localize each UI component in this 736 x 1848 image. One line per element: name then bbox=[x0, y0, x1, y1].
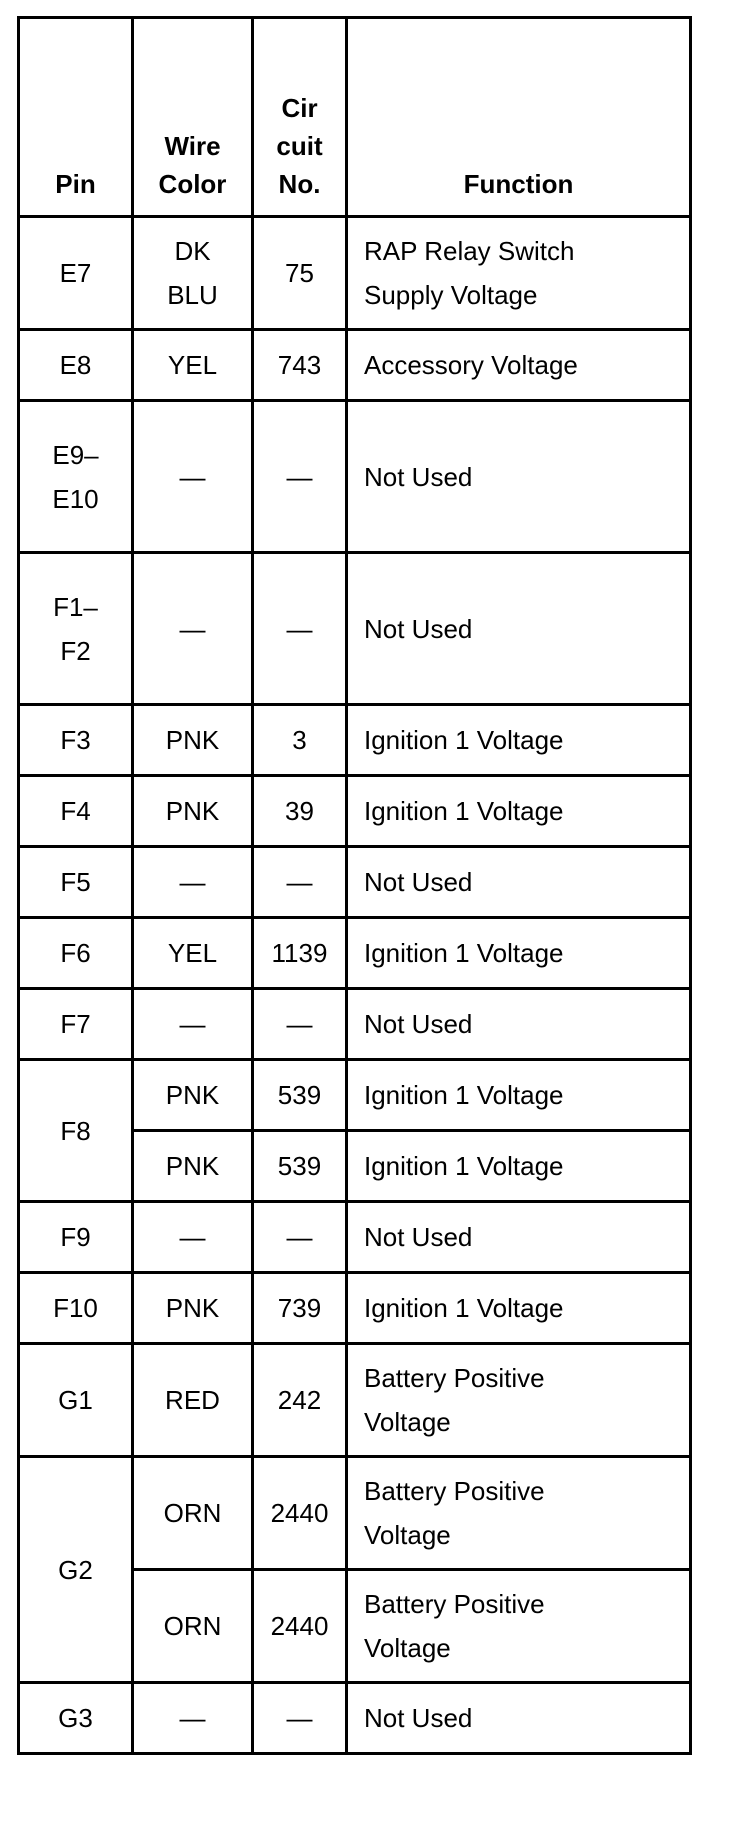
header-wire-color: Wire Color bbox=[133, 18, 253, 217]
wire-color-cell: PNK bbox=[133, 1131, 253, 1202]
pin-cell: F10 bbox=[19, 1273, 133, 1344]
table-row bbox=[19, 847, 691, 918]
wire-color-cell: PNK bbox=[133, 1060, 253, 1131]
circuit-cell: 242 bbox=[253, 1344, 347, 1457]
pin-cell: E8 bbox=[19, 330, 133, 401]
function-cell: Ignition 1 Voltage bbox=[347, 1131, 691, 1202]
function-cell: Ignition 1 Voltage bbox=[347, 776, 691, 847]
function-cell: Ignition 1 Voltage bbox=[347, 705, 691, 776]
table-row bbox=[19, 1683, 691, 1754]
wire-color-cell: — bbox=[133, 553, 253, 705]
function-cell: Not Used bbox=[347, 553, 691, 705]
header-function: Function bbox=[347, 18, 691, 217]
table-row bbox=[19, 705, 691, 776]
circuit-cell: 2440 bbox=[253, 1457, 347, 1570]
circuit-cell: 743 bbox=[253, 330, 347, 401]
pin-cell: G3 bbox=[19, 1683, 133, 1754]
circuit-cell: 539 bbox=[253, 1060, 347, 1131]
function-cell: Not Used bbox=[347, 847, 691, 918]
function-cell: Accessory Voltage bbox=[347, 330, 691, 401]
circuit-cell: 539 bbox=[253, 1131, 347, 1202]
header-row bbox=[19, 18, 691, 217]
circuit-cell: — bbox=[253, 401, 347, 553]
pin-cell: F9 bbox=[19, 1202, 133, 1273]
pin-cell: E9– E10 bbox=[19, 401, 133, 553]
function-cell: Ignition 1 Voltage bbox=[347, 918, 691, 989]
wire-color-cell: YEL bbox=[133, 330, 253, 401]
wire-color-cell: YEL bbox=[133, 918, 253, 989]
table-row bbox=[19, 330, 691, 401]
pin-table bbox=[17, 16, 692, 1755]
circuit-cell: — bbox=[253, 1202, 347, 1273]
pin-cell: G2 bbox=[19, 1457, 133, 1683]
table-row bbox=[19, 918, 691, 989]
wire-color-cell: PNK bbox=[133, 776, 253, 847]
pin-cell: F6 bbox=[19, 918, 133, 989]
wire-color-cell: ORN bbox=[133, 1457, 253, 1570]
wire-color-cell: PNK bbox=[133, 705, 253, 776]
circuit-cell: 2440 bbox=[253, 1570, 347, 1683]
header-circuit-no: Cir cuit No. bbox=[253, 18, 347, 217]
circuit-cell: 1139 bbox=[253, 918, 347, 989]
wire-color-cell: PNK bbox=[133, 1273, 253, 1344]
function-cell: Not Used bbox=[347, 989, 691, 1060]
header-pin: Pin bbox=[19, 18, 133, 217]
function-cell: Battery Positive Voltage bbox=[347, 1344, 691, 1457]
table-row bbox=[19, 553, 691, 705]
table-row bbox=[19, 989, 691, 1060]
function-cell: Battery Positive Voltage bbox=[347, 1457, 691, 1570]
pin-cell: F7 bbox=[19, 989, 133, 1060]
wire-color-cell: DK BLU bbox=[133, 217, 253, 330]
pin-cell: F5 bbox=[19, 847, 133, 918]
table-row bbox=[19, 1344, 691, 1457]
pin-cell: F4 bbox=[19, 776, 133, 847]
table-row bbox=[19, 1273, 691, 1344]
table-row bbox=[19, 217, 691, 330]
pin-cell: F1– F2 bbox=[19, 553, 133, 705]
pin-cell: F3 bbox=[19, 705, 133, 776]
circuit-cell: 739 bbox=[253, 1273, 347, 1344]
pin-cell: F8 bbox=[19, 1060, 133, 1202]
wire-color-cell: — bbox=[133, 1683, 253, 1754]
wire-color-cell: — bbox=[133, 1202, 253, 1273]
pin-cell: E7 bbox=[19, 217, 133, 330]
circuit-cell: 3 bbox=[253, 705, 347, 776]
table-row bbox=[19, 1457, 691, 1570]
table-row bbox=[19, 776, 691, 847]
function-cell: Not Used bbox=[347, 1683, 691, 1754]
wire-color-cell: ORN bbox=[133, 1570, 253, 1683]
function-cell: Battery Positive Voltage bbox=[347, 1570, 691, 1683]
table-row bbox=[19, 401, 691, 553]
circuit-cell: — bbox=[253, 989, 347, 1060]
function-cell: Not Used bbox=[347, 401, 691, 553]
circuit-cell: 39 bbox=[253, 776, 347, 847]
circuit-cell: 75 bbox=[253, 217, 347, 330]
function-cell: Ignition 1 Voltage bbox=[347, 1060, 691, 1131]
circuit-cell: — bbox=[253, 1683, 347, 1754]
wire-color-cell: — bbox=[133, 989, 253, 1060]
table-row bbox=[19, 1060, 691, 1131]
function-cell: Ignition 1 Voltage bbox=[347, 1273, 691, 1344]
pin-cell: G1 bbox=[19, 1344, 133, 1457]
table-row bbox=[19, 1202, 691, 1273]
circuit-cell: — bbox=[253, 553, 347, 705]
function-cell: RAP Relay Switch Supply Voltage bbox=[347, 217, 691, 330]
function-cell: Not Used bbox=[347, 1202, 691, 1273]
wire-color-cell: — bbox=[133, 847, 253, 918]
circuit-cell: — bbox=[253, 847, 347, 918]
wire-color-cell: RED bbox=[133, 1344, 253, 1457]
wire-color-cell: — bbox=[133, 401, 253, 553]
